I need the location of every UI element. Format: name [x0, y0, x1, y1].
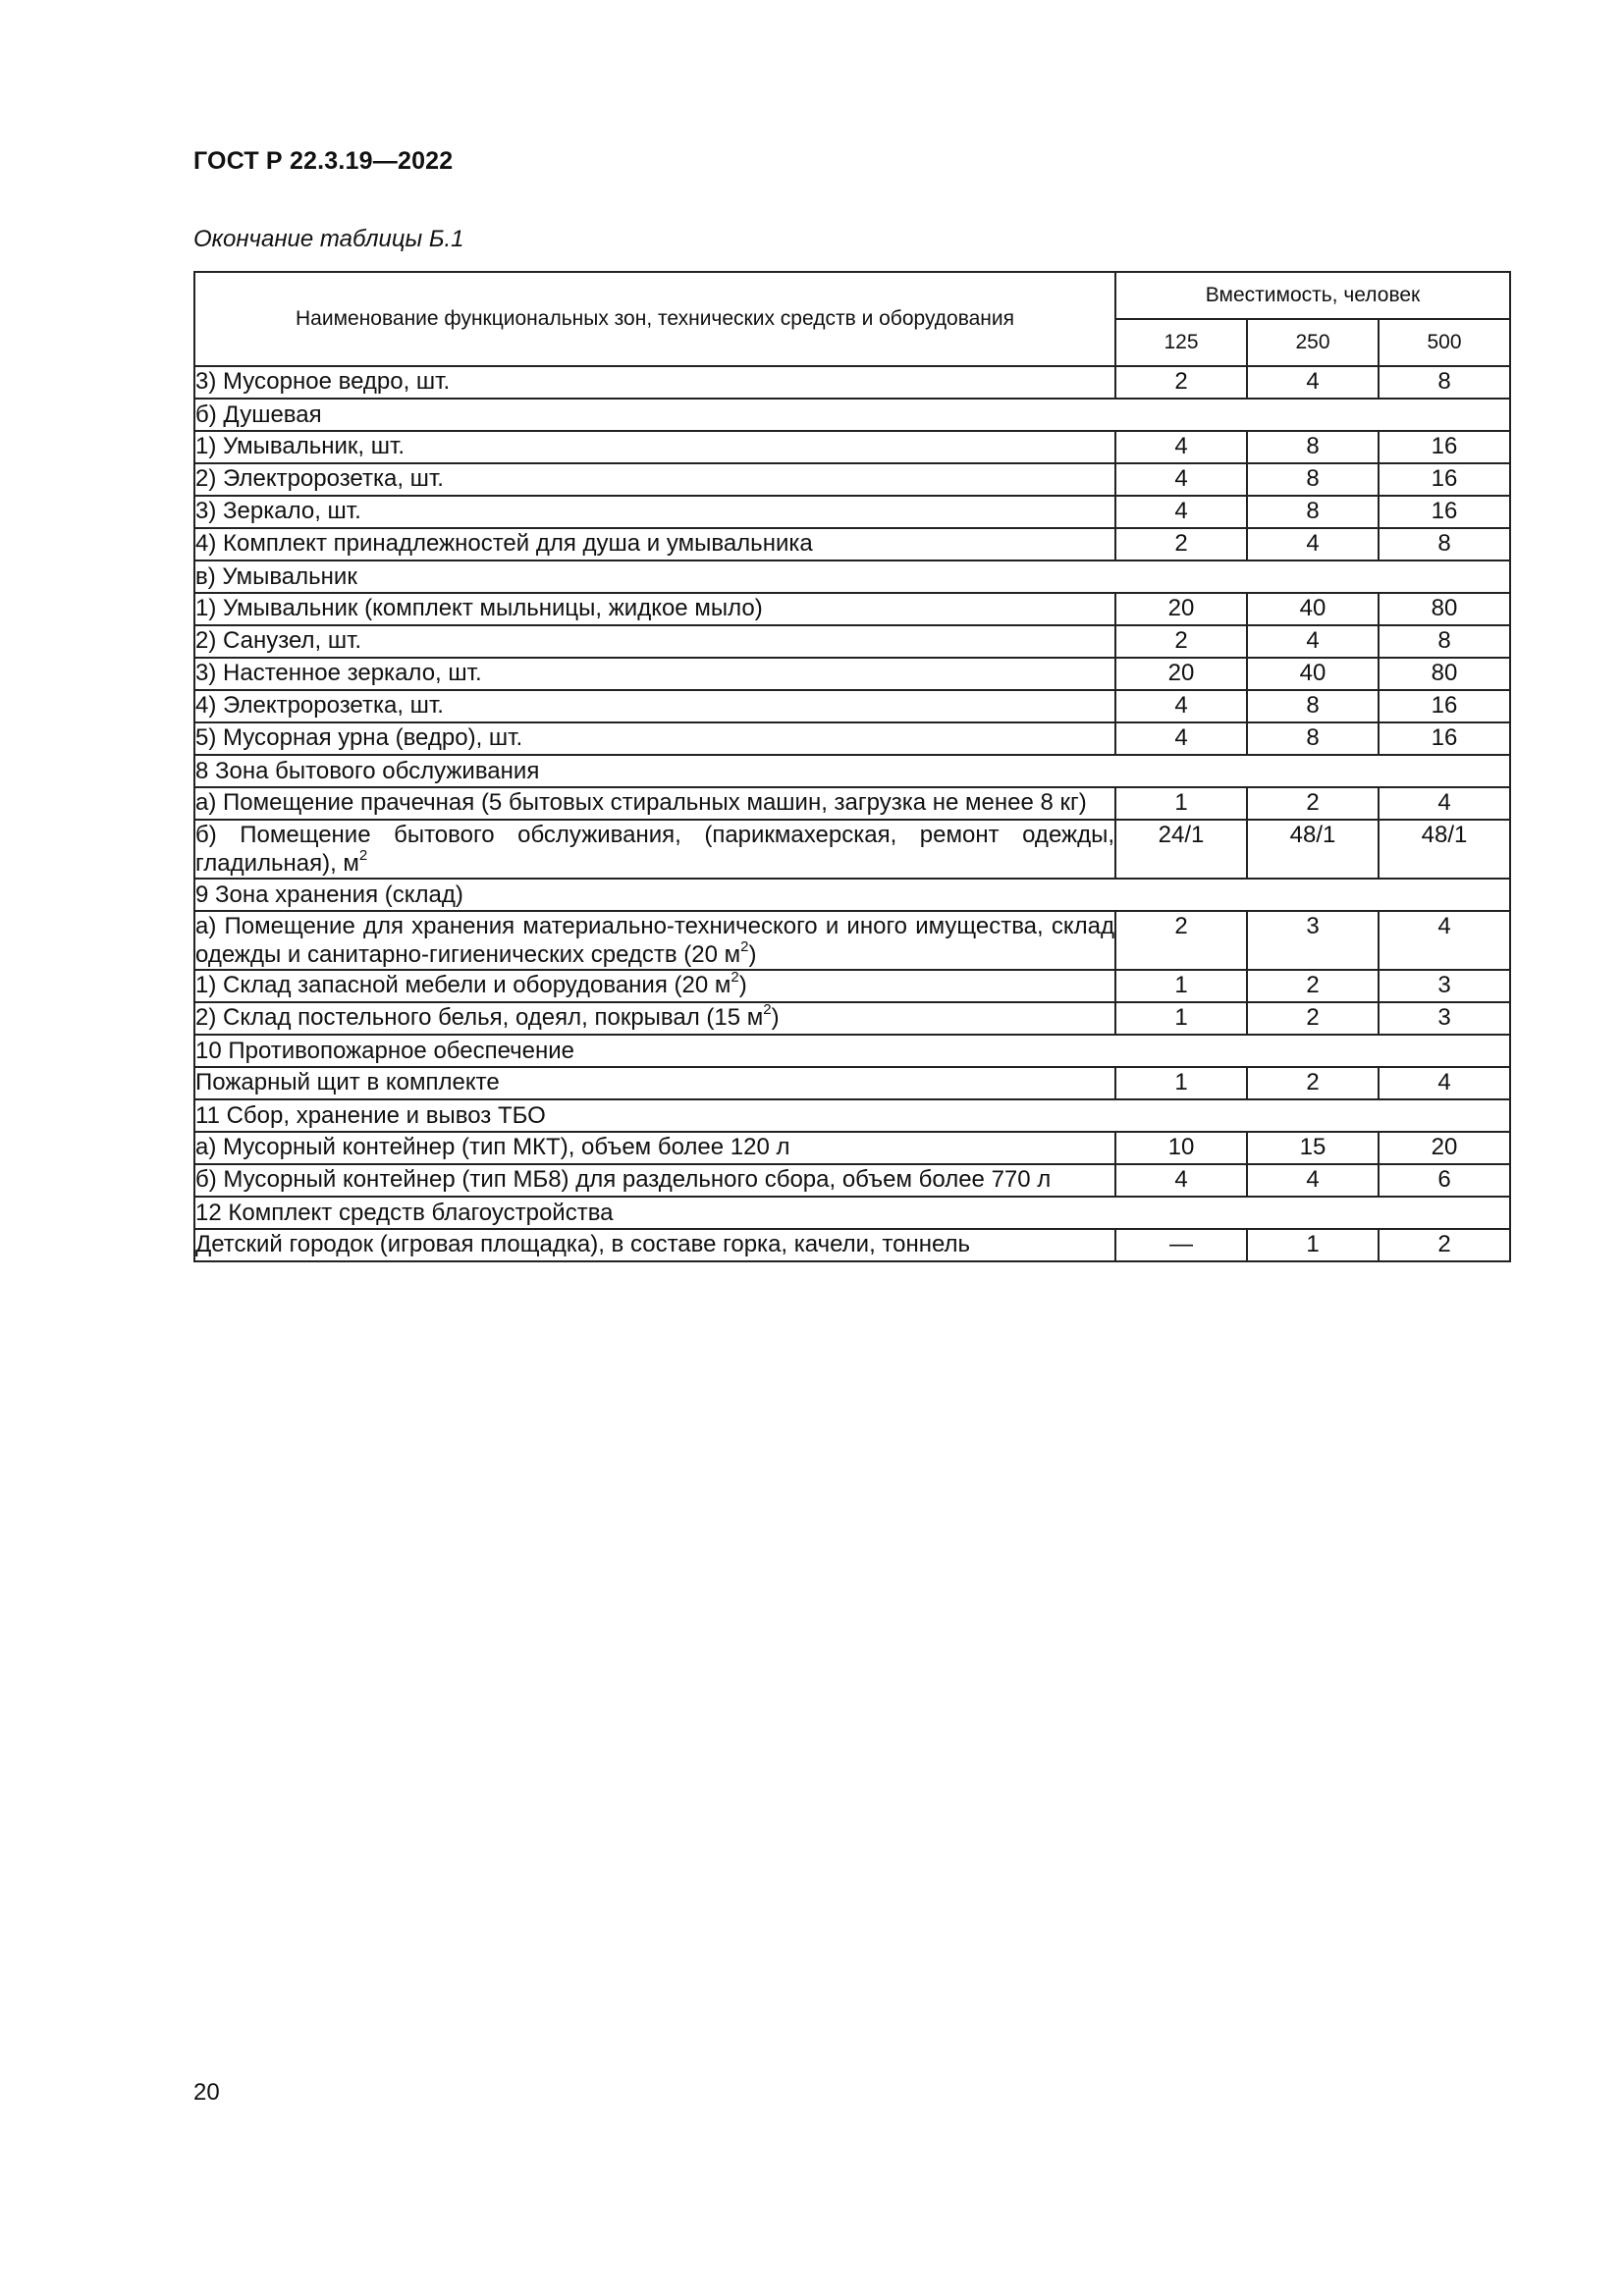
column-header-name: Наименование функциональных зон, технических средств и оборудования	[194, 272, 1115, 366]
value-cell-250: 4	[1247, 366, 1379, 399]
value-cell-500: 2	[1379, 1229, 1510, 1261]
item-name-cell	[194, 1067, 1115, 1099]
value-cell-125: 2	[1115, 625, 1247, 658]
section-title: 11 Сбор, хранение и вывоз ТБО	[194, 1099, 1510, 1132]
value-cell-250: 8	[1247, 690, 1379, 722]
equipment-table-container	[193, 271, 1510, 1262]
table-section-row	[194, 561, 1510, 593]
table-caption: Окончание таблицы Б.1	[193, 226, 464, 252]
section-title: б) Душевая	[194, 399, 1510, 431]
item-name: б) Мусорный контейнер (тип МБ8) для раздельного сбора, объем более 770 л	[195, 1166, 1052, 1193]
table-row	[194, 366, 1510, 399]
value-cell-125: 2	[1115, 366, 1247, 399]
item-name: а) Мусорный контейнер (тип МКТ), объем более 120 л	[195, 1134, 790, 1160]
value-cell-250: 40	[1247, 658, 1379, 690]
item-name: а) Помещение для хранения материально-технического и иного имущества, склад одежды и санитарно-гигиенических средств (20 м	[195, 913, 1114, 968]
item-name: 2) Электророзетка, шт.	[195, 465, 444, 492]
column-header-capacity-250: 250	[1247, 319, 1379, 366]
table-row	[194, 690, 1510, 722]
column-header-capacity-125: 125	[1115, 319, 1247, 366]
value-cell-250: 48/1	[1247, 820, 1379, 879]
value-cell-125: 4	[1115, 722, 1247, 755]
table-body	[194, 366, 1510, 1261]
item-name-cell	[194, 625, 1115, 658]
item-name-cell	[194, 658, 1115, 690]
item-name: б) Помещение бытового обслуживания, (парикмахерская, ремонт одежды, гладильная), м	[195, 822, 1114, 877]
item-name-cell	[194, 528, 1115, 561]
item-name-suffix: )	[771, 1004, 780, 1031]
table-row	[194, 970, 1510, 1002]
table-row	[194, 787, 1510, 820]
item-name-suffix: )	[738, 972, 747, 998]
item-name: 2) Санузел, шт.	[195, 627, 362, 654]
table-row	[194, 463, 1510, 496]
value-cell-250: 8	[1247, 722, 1379, 755]
value-cell-500: 16	[1379, 690, 1510, 722]
value-cell-125: 10	[1115, 1132, 1247, 1164]
table-row	[194, 658, 1510, 690]
value-cell-125: 4	[1115, 690, 1247, 722]
item-name: 3) Настенное зеркало, шт.	[195, 660, 482, 686]
table-row	[194, 722, 1510, 755]
value-cell-125: 1	[1115, 787, 1247, 820]
page-number: 20	[193, 2079, 220, 2106]
table-row	[194, 1164, 1510, 1197]
value-cell-125: 1	[1115, 1002, 1247, 1035]
value-cell-500: 4	[1379, 1067, 1510, 1099]
value-cell-500: 8	[1379, 528, 1510, 561]
value-cell-250: 8	[1247, 431, 1379, 463]
item-name: 4) Комплект принадлежностей для душа и умывальника	[195, 530, 813, 557]
value-cell-250: 2	[1247, 787, 1379, 820]
value-cell-500: 4	[1379, 787, 1510, 820]
table-row	[194, 1002, 1510, 1035]
value-cell-250: 4	[1247, 528, 1379, 561]
item-name: 4) Электророзетка, шт.	[195, 692, 444, 719]
unit-superscript: 2	[731, 969, 739, 986]
table-section-row	[194, 879, 1510, 911]
value-cell-250: 1	[1247, 1229, 1379, 1261]
section-title: 10 Противопожарное обеспечение	[194, 1035, 1510, 1067]
item-name-cell	[194, 970, 1115, 1002]
item-name-cell	[194, 911, 1115, 970]
item-name: 3) Зеркало, шт.	[195, 498, 361, 524]
value-cell-250: 4	[1247, 625, 1379, 658]
value-cell-125: 24/1	[1115, 820, 1247, 879]
value-cell-125: 4	[1115, 1164, 1247, 1197]
value-cell-500: 16	[1379, 431, 1510, 463]
item-name-cell	[194, 463, 1115, 496]
value-cell-500: 16	[1379, 463, 1510, 496]
value-cell-250: 8	[1247, 496, 1379, 528]
value-cell-125: 1	[1115, 1067, 1247, 1099]
column-header-capacity-500: 500	[1379, 319, 1510, 366]
value-cell-250: 8	[1247, 463, 1379, 496]
value-cell-125: 20	[1115, 593, 1247, 625]
value-cell-500: 8	[1379, 366, 1510, 399]
item-name: 1) Склад запасной мебели и оборудования (20 м	[195, 972, 731, 998]
value-cell-250: 3	[1247, 911, 1379, 970]
table-row	[194, 625, 1510, 658]
table-row	[194, 528, 1510, 561]
item-name-cell	[194, 787, 1115, 820]
value-cell-500: 16	[1379, 496, 1510, 528]
item-name: 5) Мусорная урна (ведро), шт.	[195, 724, 523, 751]
value-cell-125: 4	[1115, 496, 1247, 528]
item-name-cell	[194, 722, 1115, 755]
value-cell-125: 20	[1115, 658, 1247, 690]
value-cell-500: 3	[1379, 1002, 1510, 1035]
table-row	[194, 1132, 1510, 1164]
value-cell-125: 4	[1115, 431, 1247, 463]
item-name: 2) Склад постельного белья, одеял, покрывал (15 м	[195, 1004, 764, 1031]
item-name: 3) Мусорное ведро, шт.	[195, 368, 451, 395]
unit-superscript: 2	[740, 938, 749, 955]
item-name-suffix: )	[748, 941, 757, 968]
table-row	[194, 1229, 1510, 1261]
section-title: 8 Зона бытового обслуживания	[194, 755, 1510, 787]
value-cell-125: 4	[1115, 463, 1247, 496]
item-name: 1) Умывальник, шт.	[195, 433, 406, 459]
value-cell-500: 6	[1379, 1164, 1510, 1197]
value-cell-250: 4	[1247, 1164, 1379, 1197]
table-row	[194, 496, 1510, 528]
column-header-capacity: Вместимость, человек	[1115, 272, 1510, 319]
value-cell-250: 2	[1247, 1067, 1379, 1099]
value-cell-125: —	[1115, 1229, 1247, 1261]
value-cell-250: 40	[1247, 593, 1379, 625]
document-code: ГОСТ Р 22.3.19—2022	[193, 147, 454, 175]
item-name-cell	[194, 1002, 1115, 1035]
item-name: Пожарный щит в комплекте	[195, 1069, 500, 1095]
unit-superscript: 2	[763, 1001, 772, 1018]
value-cell-500: 48/1	[1379, 820, 1510, 879]
table-section-row	[194, 1099, 1510, 1132]
section-title: 9 Зона хранения (склад)	[194, 879, 1510, 911]
value-cell-250: 2	[1247, 970, 1379, 1002]
table-row	[194, 431, 1510, 463]
value-cell-500: 4	[1379, 911, 1510, 970]
item-name-cell	[194, 820, 1115, 879]
item-name-cell	[194, 593, 1115, 625]
table-row	[194, 911, 1510, 970]
table-section-row	[194, 1197, 1510, 1229]
section-title: в) Умывальник	[194, 561, 1510, 593]
table-section-row	[194, 1035, 1510, 1067]
item-name-cell	[194, 1132, 1115, 1164]
item-name-cell	[194, 366, 1115, 399]
item-name: 1) Умывальник (комплект мыльницы, жидкое мыло)	[195, 595, 763, 621]
table-section-row	[194, 399, 1510, 431]
equipment-table	[193, 271, 1511, 1262]
unit-superscript: 2	[358, 847, 368, 864]
value-cell-500: 16	[1379, 722, 1510, 755]
value-cell-500: 3	[1379, 970, 1510, 1002]
item-name-cell	[194, 496, 1115, 528]
table-section-row	[194, 755, 1510, 787]
value-cell-500: 20	[1379, 1132, 1510, 1164]
value-cell-250: 2	[1247, 1002, 1379, 1035]
value-cell-125: 2	[1115, 528, 1247, 561]
value-cell-500: 80	[1379, 658, 1510, 690]
value-cell-250: 15	[1247, 1132, 1379, 1164]
item-name: Детский городок (игровая площадка), в составе горка, качели, тоннель	[195, 1231, 971, 1257]
item-name-cell	[194, 431, 1115, 463]
table-row	[194, 593, 1510, 625]
value-cell-125: 1	[1115, 970, 1247, 1002]
section-title: 12 Комплект средств благоустройства	[194, 1197, 1510, 1229]
item-name-cell	[194, 690, 1115, 722]
item-name: а) Помещение прачечная (5 бытовых стиральных машин, загрузка не менее 8 кг)	[195, 789, 1087, 816]
table-row	[194, 1067, 1510, 1099]
item-name-cell	[194, 1164, 1115, 1197]
value-cell-500: 8	[1379, 625, 1510, 658]
table-row	[194, 820, 1510, 879]
item-name-cell	[194, 1229, 1115, 1261]
value-cell-125: 2	[1115, 911, 1247, 970]
value-cell-500: 80	[1379, 593, 1510, 625]
